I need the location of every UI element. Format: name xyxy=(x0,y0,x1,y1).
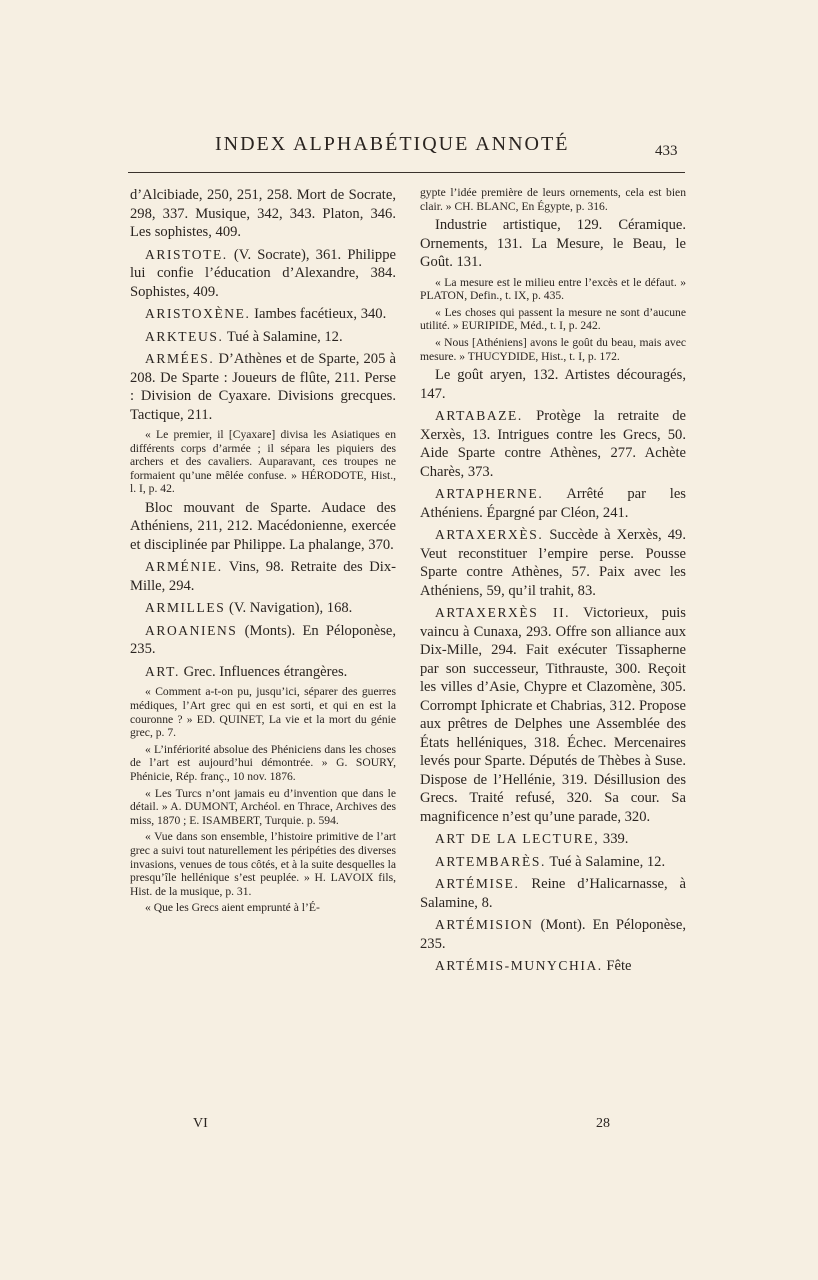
index-entry xyxy=(130,663,396,682)
quotation-text: « Que les Grecs aient emprunté à l’É- xyxy=(145,901,320,915)
entry-text: 339. xyxy=(599,831,629,848)
index-entry xyxy=(420,216,686,272)
index-entry xyxy=(420,526,686,600)
entry-text: Tué à Salamine, 12. xyxy=(223,328,343,345)
entry-headword: ARTÉMISE. xyxy=(435,876,520,892)
index-quotation xyxy=(130,743,396,784)
quotation-text: « Vue dans son ensemble, l’histoire primitive de l’art grec a suivi tout naturellement les péripéties des diverses invasions, venues de tous côtés, et à la suite desquelles la presqu’île hellénique s’est peuplée. » H. LAVOIX fils, Hist. de la musique, p. 31. xyxy=(130,830,396,898)
index-quotation xyxy=(130,901,396,915)
quotation-text: gypte l’idée première de leurs ornements, cela est bien clair. » CH. BLANC, En Égypte, p. 316. xyxy=(420,186,686,213)
index-quotation xyxy=(420,186,686,213)
index-entry xyxy=(130,305,396,324)
header-rule xyxy=(128,172,685,173)
entry-text: Industrie artistique, 129. Céramique. Ornements, 131. La Mesure, le Beau, le Goût. 131. xyxy=(420,217,686,271)
entry-headword: ARTAPHERNE. xyxy=(435,486,544,502)
index-quotation xyxy=(130,830,396,898)
index-entry xyxy=(130,186,396,242)
entry-text: (V. Socrate), 361. Philippe lui confie l’éducation d’Alexandre, 384. Sophistes, 409. xyxy=(130,246,396,300)
quotation-text: « L’infériorité absolue des Phéniciens dans les choses de l’art est aujourd’hui démontrée. » G. SOURY, Phénicie, Rép. franç., 10 nov. 1876. xyxy=(130,742,396,784)
page-number: 433 xyxy=(655,143,678,159)
right-column xyxy=(420,186,686,980)
entry-text: D’Athènes et de Sparte, 205 à 208. De Sparte : Joueurs de flûte, 211. Perse : Division de Cyaxare. Divisions grecques. Tactique, 211. xyxy=(130,351,396,423)
entry-text: d’Alcibiade, 250, 251, 258. Mort de Socrate, 298, 337. Musique, 342, 343. Platon, 346. Les sophistes, 409. xyxy=(130,187,396,240)
entry-headword: ARISTOXÈNE. xyxy=(145,306,251,321)
entry-text: Le goût aryen, 132. Artistes découragés, 147. xyxy=(420,367,686,402)
entry-headword: ARTÉMISION xyxy=(435,917,534,933)
index-quotation xyxy=(130,787,396,828)
entry-headword: ART DE LA LECTURE, xyxy=(435,831,600,847)
entry-text: Iambes facétieux, 340. xyxy=(250,306,387,322)
index-entry xyxy=(420,916,686,953)
quotation-text: « Comment a-t-on pu, jusqu’ici, séparer des guerres médiques, l’Art grec qui en est sorti, et qui en est la couronne ? » ED. QUINET, La vie et la mort du génie grec, p. 7. xyxy=(130,685,396,740)
entry-text: Arrêté par les Athéniens. Épargné par Cléon, 241. xyxy=(420,486,686,521)
left-column xyxy=(130,186,396,918)
quotation-text: « Les choses qui passent la mesure ne sont d’aucune utilité. » EURIPIDE, Méd., t. I, p. 242. xyxy=(420,305,686,333)
entry-headword: AROANIENS xyxy=(145,622,238,638)
index-entry xyxy=(130,599,396,618)
index-entry xyxy=(420,407,686,481)
quotation-text: « La mesure est le milieu entre l’excès et le défaut. » PLATON, Defin., t. IX, p. 435. xyxy=(420,275,686,303)
quotation-text: « Nous [Athéniens] avons le goût du beau, mais avec mesure. » THUCYDIDE, Hist., t. I, p. 172. xyxy=(420,336,686,363)
index-entry xyxy=(420,485,686,522)
entry-headword: ARTEMBARÈS. xyxy=(435,853,546,869)
index-entry xyxy=(130,350,396,424)
index-quotation xyxy=(420,336,686,363)
entry-text: Tué à Salamine, 12. xyxy=(545,853,666,870)
index-entry xyxy=(130,558,396,595)
entry-text: Bloc mouvant de Sparte. Audace des Athéniens, 211, 212. Macédonienne, exercée et disciplinée par Philippe. La phalange, 370. xyxy=(130,499,396,553)
running-header-title: INDEX ALPHABÉTIQUE ANNOTÉ xyxy=(215,133,570,155)
index-quotation xyxy=(130,685,396,739)
index-entry xyxy=(420,604,686,826)
entry-text: Victorieux, puis vaincu à Cunaxa, 293. Offre son alliance aux Dix-Mille, 294. Fait exécuter Tissapherne par son successeur, Tithrauste, 300. Reçoit les villes d’Asie, Chypre et Clazomène, 305. Corrompt Iphicrate et Chabrias, 312. Propose aux prêtres de Delphes une Assemblée des États helléniques, 318. Échec. Mercenaires levés pour Sparte. Députés de Thèbes à Suse. Dispose de l’Hellénie, 319. Désillusion des Grecs. Traité refusé, 320. Sa cour. Sa magnificence n’est qu’une parade, 320. xyxy=(420,605,686,825)
entry-text: Succède à Xerxès, 49. Veut reconstituer l’empire perse. Pousse Sparte contre Athènes, 57. Paix avec les Athéniens, 59, qu’il trahit, 83. xyxy=(420,527,686,599)
entry-headword: ARMÉNIE. xyxy=(145,559,223,575)
entry-text: Fête xyxy=(602,958,632,975)
quotation-text: « Le premier, il [Cyaxare] divisa les Asiatiques en différents corps d’armée ; il sépara les piquiers des archers et des cavaliers. Auparavant, ces troupes ne formaient qu’une mêlée confuse. » HÉRODOTE, Hist., l. I, p. 42. xyxy=(130,428,396,496)
entry-text: (Monts). En Péloponèse, 235. xyxy=(130,622,396,658)
entry-headword: ARMÉES. xyxy=(145,351,215,366)
index-entry xyxy=(420,830,686,849)
signature-mark: VI xyxy=(193,1116,208,1131)
gathering-number: 28 xyxy=(596,1116,610,1131)
entry-headword: ARTÉMIS-MUNYCHIA. xyxy=(435,958,603,974)
index-entry xyxy=(130,246,396,302)
entry-headword: ARTAXERXÈS II. xyxy=(435,605,571,621)
entry-text: Vins, 98. Retraite des Dix-Mille, 294. xyxy=(130,559,396,594)
entry-text: (Mont). En Péloponèse, 235. xyxy=(420,917,686,952)
entry-text: Grec. Influences étrangères. xyxy=(179,663,348,680)
entry-headword: ARKTEUS. xyxy=(145,328,224,344)
entry-headword: ARISTOTE. xyxy=(145,246,228,262)
entry-headword: ARTAXERXÈS. xyxy=(435,527,544,543)
index-entry xyxy=(130,499,396,555)
quotation-text: « Les Turcs n’ont jamais eu d’invention que dans le détail. » A. DUMONT, Archéol. en Thrace, Archives des miss, 1870 ; E. ISAMBERT, Turquie. p. 594. xyxy=(130,786,396,827)
index-entry xyxy=(420,366,686,403)
entry-headword: ARTABAZE. xyxy=(435,408,523,424)
index-entry xyxy=(420,957,686,976)
index-entry xyxy=(420,875,686,912)
entry-headword: ART. xyxy=(145,663,180,679)
index-quotation xyxy=(130,428,396,496)
entry-text: Reine d’Halicarnasse, à Salamine, 8. xyxy=(420,876,686,911)
entry-text: Protège la retraite de Xerxès, 13. Intrigues contre les Grecs, 50. Aide Sparte contre Athènes, 277. Achète Charès, 373. xyxy=(420,408,686,480)
index-quotation xyxy=(420,306,686,333)
entry-text: (V. Navigation), 168. xyxy=(225,600,353,617)
index-entry xyxy=(420,853,686,872)
index-entry xyxy=(130,622,396,659)
entry-headword: ARMILLES xyxy=(145,600,226,616)
index-quotation xyxy=(420,276,686,303)
index-entry xyxy=(130,328,396,347)
